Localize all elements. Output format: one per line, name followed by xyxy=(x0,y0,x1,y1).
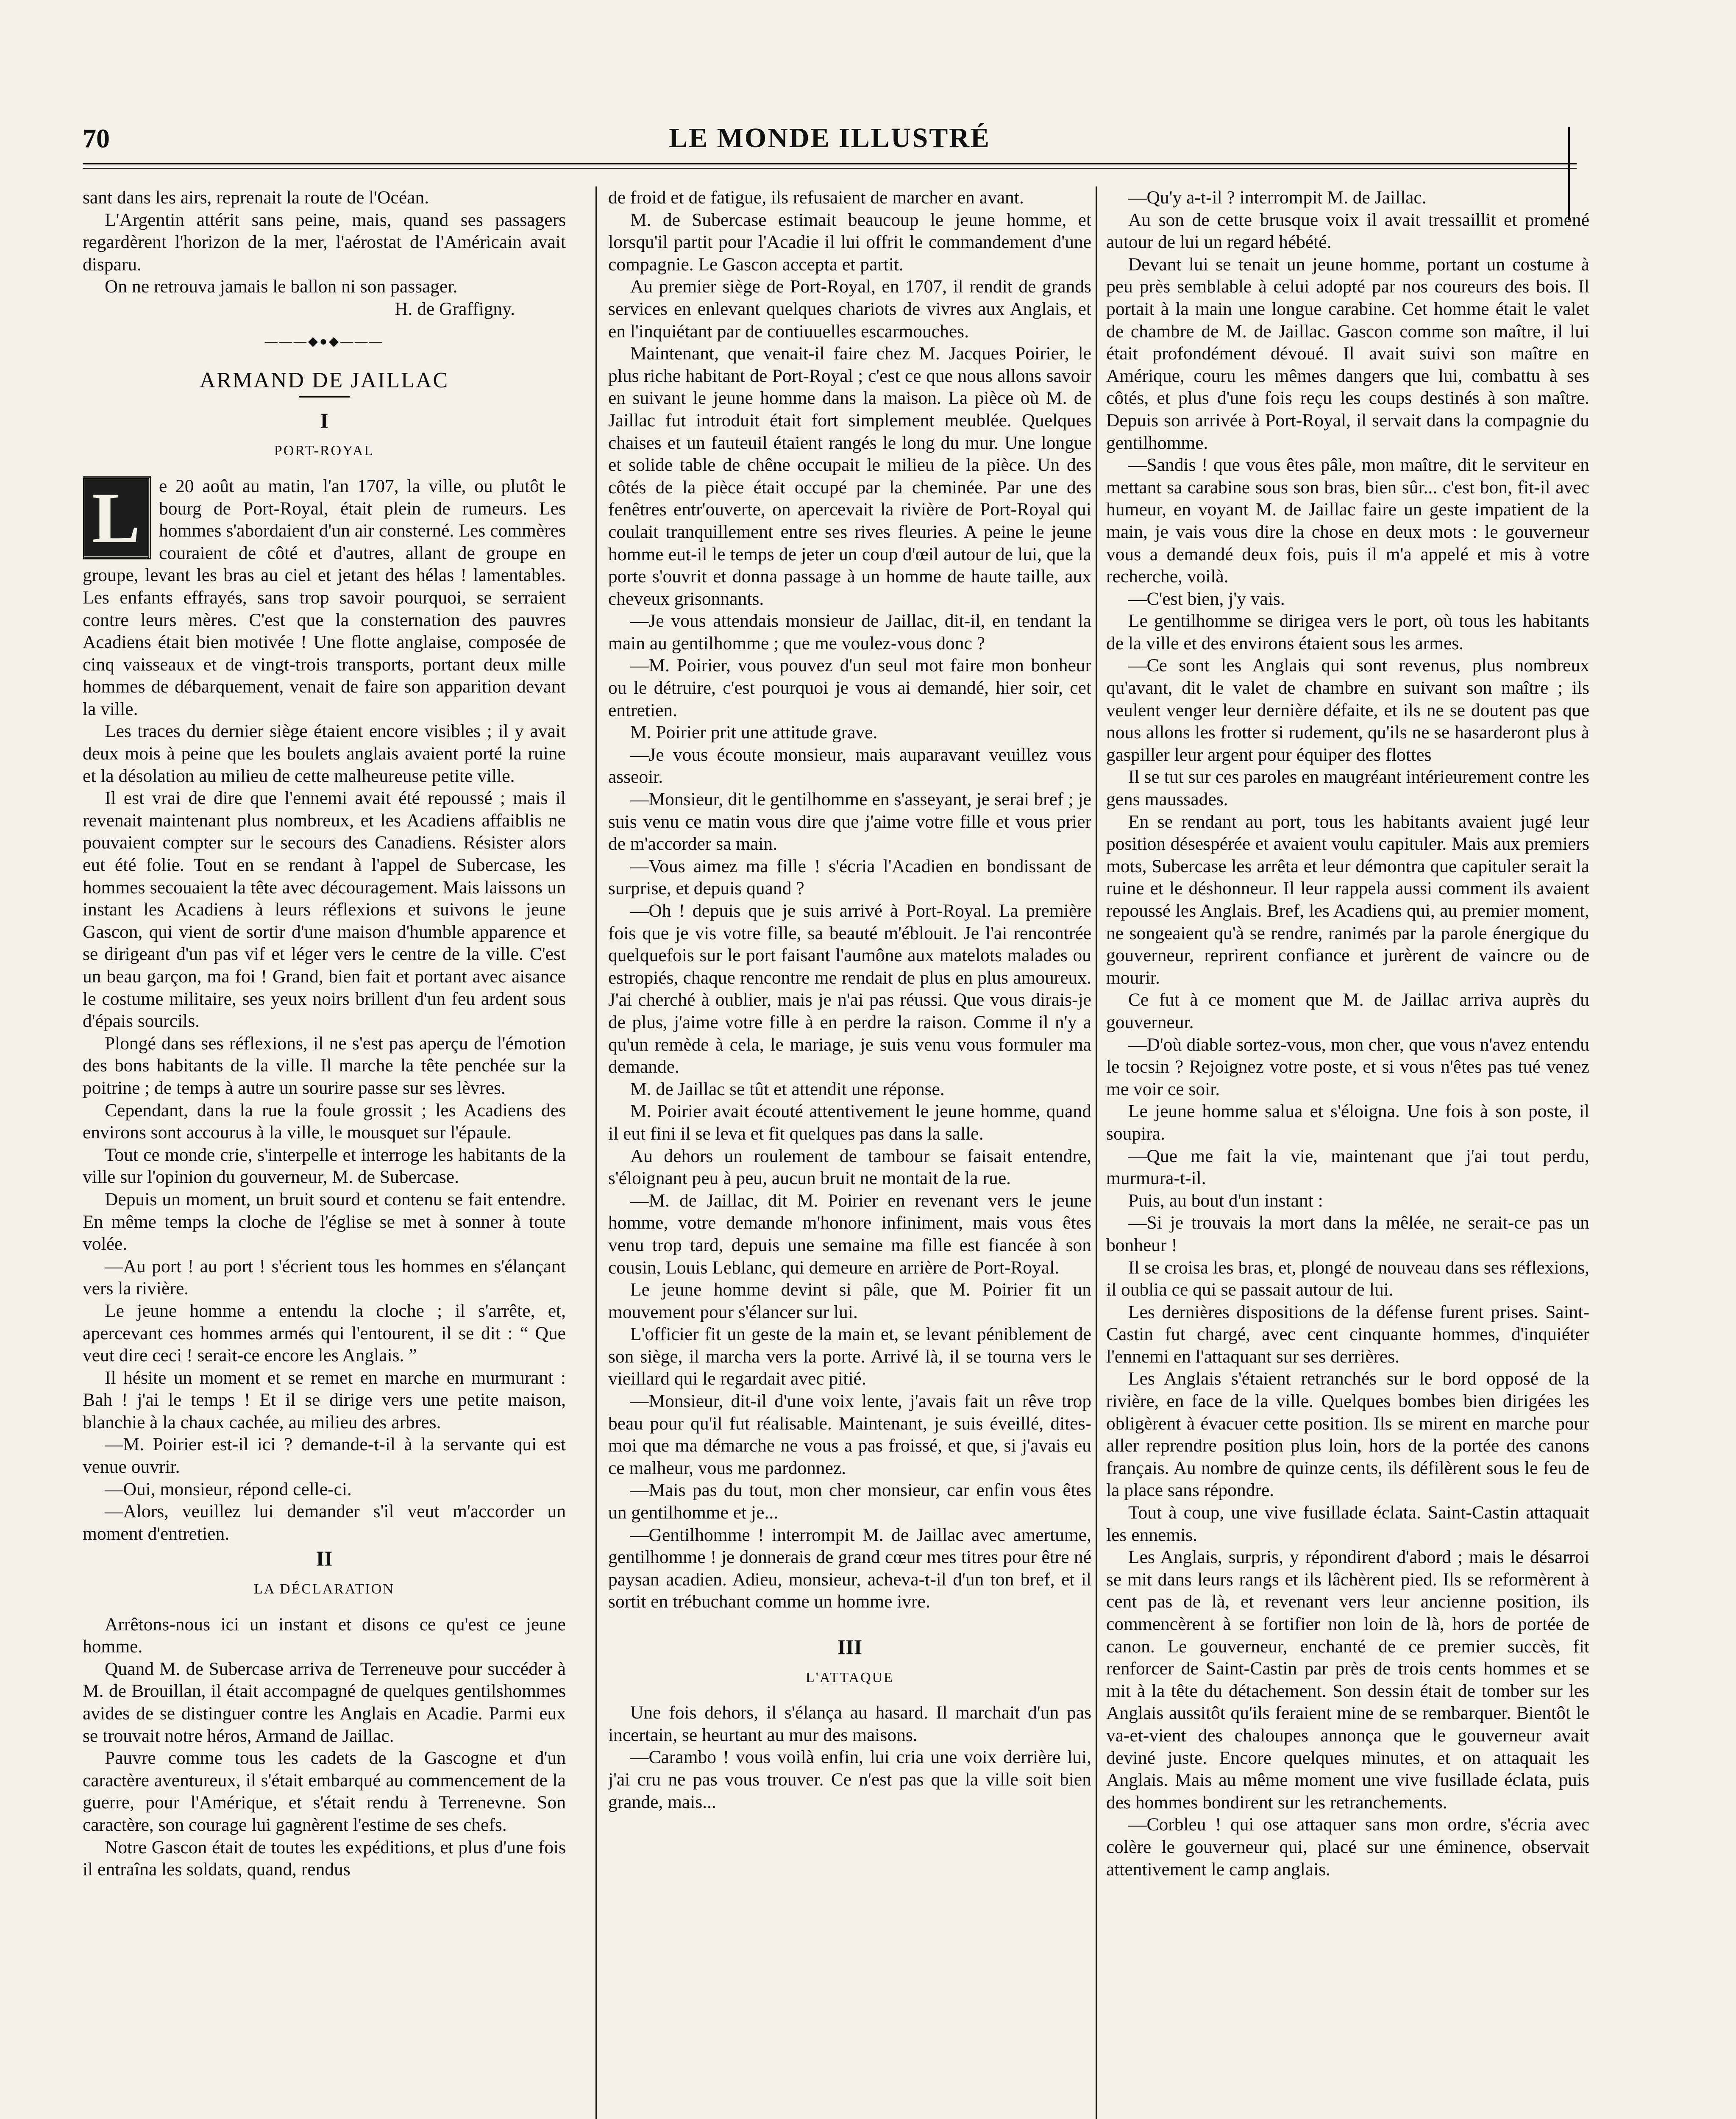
spacer xyxy=(608,1613,1091,1633)
paragraph: Depuis un moment, un bruit sourd et contenu se fait entendre. En même temps la cloche de l'église se met à sonner à toute volée. xyxy=(83,1189,566,1254)
paragraph: Au son de cette brusque voix il avait tressaillit et promené autour de lui un regard hébété. xyxy=(1106,209,1589,253)
page-number: 70 xyxy=(83,123,110,153)
paragraph: Les Anglais s'étaient retranchés sur le bord opposé de la rivière, en face de la ville. Quelques bombes bien dirigées les obligèrent à évacuer cette position. Ils se mirent en marche pour aller reprendre position plus loin, hors de la portée des canons français. Au nombre de quinze cents, ils défilèrent sous le feu de la place sans répondre. xyxy=(1106,1368,1589,1501)
paragraph: Il hésite un moment et se remet en marche en murmurant : Bah ! j'ai le temps ! Et il se dirige vers une petite maison, blanchie à la chaux cachée, au milieu des arbres. xyxy=(83,1367,566,1432)
chapter-title: PORT-ROYAL xyxy=(274,443,375,459)
paragraph: Le jeune homme salua et s'éloigna. Une fois à son poste, il soupira. xyxy=(1106,1101,1589,1144)
paragraph: Il est vrai de dire que l'ennemi avait été repoussé ; mais il revenait maintenant plus nombreux, et les Acadiens affaiblis ne pouvaient compter sur le secours des Canadiens. Résister alors eut été folie. Tout en se rendant à l'appel de Subercase, les hommes secouaient la tête avec découragement. Mais laissons un instant les Acadiens à leurs réflexions et suivons le jeune Gascon, qui vient de sortir d'une maison d'humble apparence et se dirigeant d'un pas vif et léger vers le centre de la ville. C'est un beau garçon, ma foi ! Grand, bien fait et portant avec aisance le costume militaire, ses yeux noirs brillent d'un feu ardent sous d'épais sourcils. xyxy=(83,788,566,1032)
paragraph: Tout à coup, une vive fusillade éclata. Saint-Castin attaquait les ennemis. xyxy=(1106,1502,1589,1545)
drop-cap: L xyxy=(83,478,150,558)
paragraph: —M. Poirier, vous pouvez d'un seul mot faire mon bonheur ou le détruire, c'est pourquoi je vous ai demandé, hier soir, cet entretien. xyxy=(608,655,1091,720)
section-ornament: ———◆●◆——— xyxy=(264,334,384,348)
paragraph: —Si je trouvais la mort dans la mêlée, ne serait-ce pas un bonheur ! xyxy=(1106,1212,1589,1255)
paragraph: Plongé dans ses réflexions, il ne s'est pas aperçu de l'émotion des bons habitants de la ville. Il marche la tête penchée sur la poitrine ; de temps à autre un sourire passe sur ses lèvres. xyxy=(83,1033,566,1098)
column-divider xyxy=(1096,186,1097,2119)
paragraph: Maintenant, que venait-il faire chez M. Jacques Poirier, le plus riche habitant de Port-Royal ; c'est ce que nous allons savoir en suivant le jeune homme dans la maison. La pièce où M. de Jaillac fut introduit était fort simplement meublée. Quelques chaises et un fauteuil étaient rangés le long du mur. Une longue et solide table de chêne occupait le milieu de la pièce. Un des côtés de la pièce était occupé par la cheminée. Par une des fenêtres entr'ouverte, on apercevait la rivière de Port-Royal qui coulait tranquillement entre ses rives fleuries. A peine le jeune homme eut-il le temps de jeter un coup d'œil autour de lui, que la porte s'ouvrit et donna passage à un homme de haute taille, aux cheveux grisonnants. xyxy=(608,343,1091,609)
text-column-1 xyxy=(83,186,566,2119)
chapter-title: LA DÉCLARATION xyxy=(254,1581,395,1597)
paragraph: —Je vous attendais monsieur de Jaillac, dit-il, en tendant la main au gentilhomme ; que me voulez-vous donc ? xyxy=(608,611,1091,653)
paragraph: —Monsieur, dit-il d'une voix lente, j'avais fait un rêve trop beau pour qu'il fut réalisable. Maintenant, je suis éveillé, dites-moi que ma démarche ne vous a pas froissé, et que, si j'avais eu ce malheur, vous me pardonnez. xyxy=(608,1391,1091,1478)
paragraph: Le gentilhomme se dirigea vers le port, où tous les habitants de la ville et des environs étaient sous les armes. xyxy=(1106,611,1589,653)
paragraph: Au dehors un roulement de tambour se faisait entendre, s'éloignant peu à peu, aucun bruit ne montait de la rue. xyxy=(608,1146,1091,1189)
paragraph: Cependant, dans la rue la foule grossit ; les Acadiens des environs sont accourus à la ville, le mousquet sur l'épaule. xyxy=(83,1100,566,1143)
paragraph: Le jeune homme a entendu la cloche ; il s'arrête, et, apercevant ces hommes armés qui l'entourent, il se dit : “ Que veut dire ceci ! serait-ce encore les Anglais. ” xyxy=(83,1300,566,1366)
chapter-number: II xyxy=(316,1546,333,1571)
paragraph: Il se tut sur ces paroles en maugréant intérieurement contre les gens maussades. xyxy=(1106,767,1589,810)
paragraph: Les Anglais, surpris, y répondirent d'abord ; mais le désarroi se mit dans leurs rangs et ils lâchèrent pied. Ils se reformèrent à cent pas de là, et revenant vers leur ancienne position, ils commencèrent à se fortifier non loin de là, hors de portée de canon. Le gouverneur, enchanté de ce premier succès, fit renforcer de Saint-Castin par près de trois cents hommes et se mit à la tête du détachement. Son dessin était de tomber sur les Anglais aussitôt qu'ils feraient mine de se rembarquer. Bientôt le va-et-vient des chaloupes annonça que le gouverneur avait deviné juste. Encore quelques minutes, et on attaquait les Anglais. Mais au même moment une vive fusillade éclata, puis des hommes bondirent sur les retranchements. xyxy=(1106,1547,1589,1813)
paragraph: M. Poirier avait écouté attentivement le jeune homme, quand il eut fini il se leva et fit quelques pas dans la salle. xyxy=(608,1101,1091,1144)
chapter-number: I xyxy=(320,408,328,432)
paragraph: Ce fut à ce moment que M. de Jaillac arriva auprès du gouverneur. xyxy=(1106,990,1589,1032)
text-column-2 xyxy=(608,186,1091,2119)
paragraph: —Alors, veuillez lui demander s'il veut m'accorder un moment d'entretien. xyxy=(83,1501,566,1544)
paragraph: —Corbleu ! qui ose attaquer sans mon ordre, s'écria avec colère le gouverneur qui, placé sur une éminence, observait attentivement le camp anglais. xyxy=(1106,1814,1589,1880)
page-header xyxy=(83,119,1577,157)
title-rule xyxy=(299,396,350,398)
chapter-number: III xyxy=(837,1635,862,1659)
paragraph: —Oh ! depuis que je suis arrivé à Port-Royal. La première fois que je vis votre fille, sa beauté m'éblouit. Je l'ai rencontrée quelquefois sur le port faisant l'aumône aux matelots malades ou estropiés, chaque rencontre me rendait de plus en plus amoureux. J'ai cherché à oublier, mais je n'ai pas réussi. Que vous dirais-je de plus, j'aime votre fille à en perdre la raison. Comme il n'y a qu'un remède à cela, le mariage, je suis venu vous formuler ma demande. xyxy=(608,901,1091,1077)
paragraph: —C'est bien, j'y vais. xyxy=(1128,588,1285,609)
paragraph: L'Argentin attérit sans peine, mais, quand ses passagers regardèrent l'horizon de la mer, l'aérostat de l'Américain avait disparu. xyxy=(83,209,566,275)
paragraph: Pauvre comme tous les cadets de la Gascogne et d'un caractère aventureux, il s'était embarqué au commencement de la guerre, pour l'Amérique, et s'était rendu à Terrenevne. Son caractère, son courage lui gagnèrent l'estime de ses chefs. xyxy=(83,1748,566,1835)
chapter-title: L'ATTAQUE xyxy=(806,1669,894,1685)
paragraph: —Vous aimez ma fille ! s'écria l'Acadien en bondissant de surprise, et depuis quand ? xyxy=(608,856,1091,899)
author-signature: H. de Graffigny. xyxy=(395,298,515,319)
article-title: ARMAND DE JAILLAC xyxy=(199,368,449,393)
paragraph: —M. de Jaillac, dit M. Poirier en revenant vers le jeune homme, votre demande m'honore infiniment, mais vous êtes venu trop tard, depuis une semaine ma fille est fiancée à son cousin, Louis Leblanc, qui demeure en arrière de Port-Royal. xyxy=(608,1190,1091,1278)
paragraph: Quand M. de Subercase arriva de Terreneuve pour succéder à M. de Brouillan, il était accompagné de quelques gentilshommes avides de se distinguer contre les Anglais en Acadie. Parmi eux se trouvait notre héros, Armand de Jaillac. xyxy=(83,1658,566,1746)
paragraph: Le jeune homme devint si pâle, que M. Poirier fit un mouvement pour s'élancer sur lui. xyxy=(608,1279,1091,1322)
paragraph: e 20 août au matin, l'an 1707, la ville, ou plutôt le bourg de Port-Royal, était plein de rumeurs. Les hommes s'abordaient d'un air consterné. Les commères couraient de côté et d'autres, allant de groupe en groupe, levant les bras au ciel et jetant des hélas ! lamentables. Les enfants effrayés, sans trop savoir pourquoi, se serraient contre leurs mères. C'est que la consternation des pauvres Acadiens était bien motivée ! Une flotte anglaise, composée de cinq vaisseaux et de vingt-trois transports, portant deux mille hommes de débarquement, venait de faire son apparition devant la ville. xyxy=(83,476,566,719)
paragraph: —M. Poirier est-il ici ? demande-t-il à la servante qui est venue ouvrir. xyxy=(83,1434,566,1477)
paragraph: —Je vous écoute monsieur, mais auparavant veuillez vous asseoir. xyxy=(608,744,1091,787)
paragraph: L'officier fit un geste de la main et, se levant péniblement de son siège, il marcha vers la porte. Arrivé là, il se tourna vers le vieillard qui le regardait avec pitié. xyxy=(608,1324,1091,1389)
paragraph: M. de Jaillac se tût et attendit une réponse. xyxy=(630,1079,945,1099)
paragraph: —Au port ! au port ! s'écrient tous les hommes en s'élançant vers la rivière. xyxy=(83,1256,566,1299)
paragraph: de froid et de fatigue, ils refusaient de marcher en avant. xyxy=(608,187,1024,208)
journal-title: LE MONDE ILLUSTRÉ xyxy=(669,122,990,153)
paragraph: M. de Subercase estimait beaucoup le jeune homme, et lorsqu'il partit pour l'Acadie il lui offrit le commandement d'une compagnie. Le Gascon accepta et partit. xyxy=(608,209,1091,275)
paragraph: Tout ce monde crie, s'interpelle et interroge les habitants de la ville sur l'opinion du gouverneur, M. de Subercase. xyxy=(83,1144,566,1187)
paragraph: Devant lui se tenait un jeune homme, portant un costume à peu près semblable à celui adopté par nos coureurs des bois. Il portait à la main une longue carabine. Cet homme était le valet de chambre de M. de Jaillac. Gascon comme son maître, il lui était profondément dévoué. Il avait suivi son maître en Amérique, couru les mêmes dangers que lui, combattu à ses côtés, et plus d'une fois reçu les coups destinés à son maître. Depuis son arrivée à Port-Royal, il servait dans la compagnie du gentilhomme. xyxy=(1106,254,1589,453)
paragraph: M. Poirier prit une attitude grave. xyxy=(630,722,878,743)
paragraph: —Oui, monsieur, répond celle-ci. xyxy=(105,1479,352,1499)
paragraph: Les traces du dernier siège étaient encore visibles ; il y avait deux mois à peine que les boulets anglais avaient porté la ruine et la désolation au milieu de cette malheureuse petite ville. xyxy=(83,721,566,786)
paragraph: Notre Gascon était de toutes les expéditions, et plus d'une fois il entraîna les soldats, quand, rendus xyxy=(83,1837,566,1880)
paragraph: —Mais pas du tout, mon cher monsieur, car enfin vous êtes un gentilhomme et je... xyxy=(608,1480,1091,1523)
paragraph: Il se croisa les bras, et, plongé de nouveau dans ses réflexions, il oublia ce qui se passait autour de lui. xyxy=(1106,1257,1589,1300)
paragraph: Au premier siège de Port-Royal, en 1707, il rendit de grands services en enlevant quelques chariots de vivres aux Anglais, et en l'inquiétant par de contiuuelles escarmouches. xyxy=(608,276,1091,342)
paragraph: Une fois dehors, il s'élança au hasard. Il marchait d'un pas incertain, se heurtant au mur des maisons. xyxy=(608,1702,1091,1745)
opening-paragraph xyxy=(83,475,566,720)
paragraph: —Que me fait la vie, maintenant que j'ai tout perdu, murmura-t-il. xyxy=(1106,1146,1589,1189)
header-rule xyxy=(83,163,1577,169)
text-column-3 xyxy=(1106,186,1589,2119)
paragraph: —Carambo ! vous voilà enfin, lui cria une voix derrière lui, j'ai cru ne pas vous trouver. Ce n'est pas que la ville soit bien grande, mais... xyxy=(608,1747,1091,1812)
paragraph: —Sandis ! que vous êtes pâle, mon maître, dit le serviteur en mettant sa carabine sous son bras, bien sûr... c'est bon, fit-il avec humeur, en voyant M. de Jaillac faire un geste impatient de la main, je vais vous dire la chose en deux mots : le gouverneur vous a demandé deux fois, puis il m'a appelé et mis à votre recherche, voilà. xyxy=(1106,455,1589,587)
paragraph: On ne retrouva jamais le ballon ni son passager. xyxy=(105,276,458,297)
paragraph: Puis, au bout d'un instant : xyxy=(1128,1190,1323,1211)
paragraph: —D'où diable sortez-vous, mon cher, que vous n'avez entendu le tocsin ? Rejoignez votre poste, et si vous n'êtes pas tué venez me voir ce soir. xyxy=(1106,1034,1589,1099)
paragraph: En se rendant au port, tous les habitants avaient jugé leur position désespérée et avaient voulu capituler. Mais aux premiers mots, Subercase les arrêta et leur démontra que capituler serait la ruine et le déshonneur. Il leur rappela aussi comment ils avaient repoussé les Anglais. Bref, les Acadiens qui, au premier moment, ne songeaient qu'à se rendre, ranimés par la parole énergique du gouverneur, reprirent confiance et jurèrent de vaincre ou de mourir. xyxy=(1106,811,1589,988)
paragraph: —Gentilhomme ! interrompit M. de Jaillac avec amertume, gentilhomme ! je donnerais de grand cœur mes titres pour être né paysan acadien. Adieu, monsieur, acheva-t-il d'un ton bref, et il sortit en trébuchant comme un homme ivre. xyxy=(608,1524,1091,1612)
paragraph: —Monsieur, dit le gentilhomme en s'asseyant, je serai bref ; je suis venu ce matin vous dire que j'aime votre fille et vous prier de m'accorder sa main. xyxy=(608,789,1091,854)
paragraph: —Qu'y a-t-il ? interrompit M. de Jaillac. xyxy=(1128,187,1427,208)
paragraph: Arrêtons-nous ici un instant et disons ce qu'est ce jeune homme. xyxy=(83,1614,566,1657)
paragraph: —Ce sont les Anglais qui sont revenus, plus nombreux qu'avant, dit le valet de chambre en suivant son maître ; ils veulent venger leur dernière défaite, et ils ne se doutent pas que nous allons les frotter si rudement, qu'ils ne se hasarderont plus à gaspiller leur argent pour équiper des flottes xyxy=(1106,655,1589,765)
column-divider xyxy=(595,186,597,2119)
paragraph: Les dernières dispositions de la défense furent prises. Saint-Castin fut chargé, avec cent cinquante hommes, d'inquiéter l'ennemi en l'attaquant sur ses derrières. xyxy=(1106,1301,1589,1367)
paragraph: sant dans les airs, reprenait la route de l'Océan. xyxy=(83,187,429,208)
